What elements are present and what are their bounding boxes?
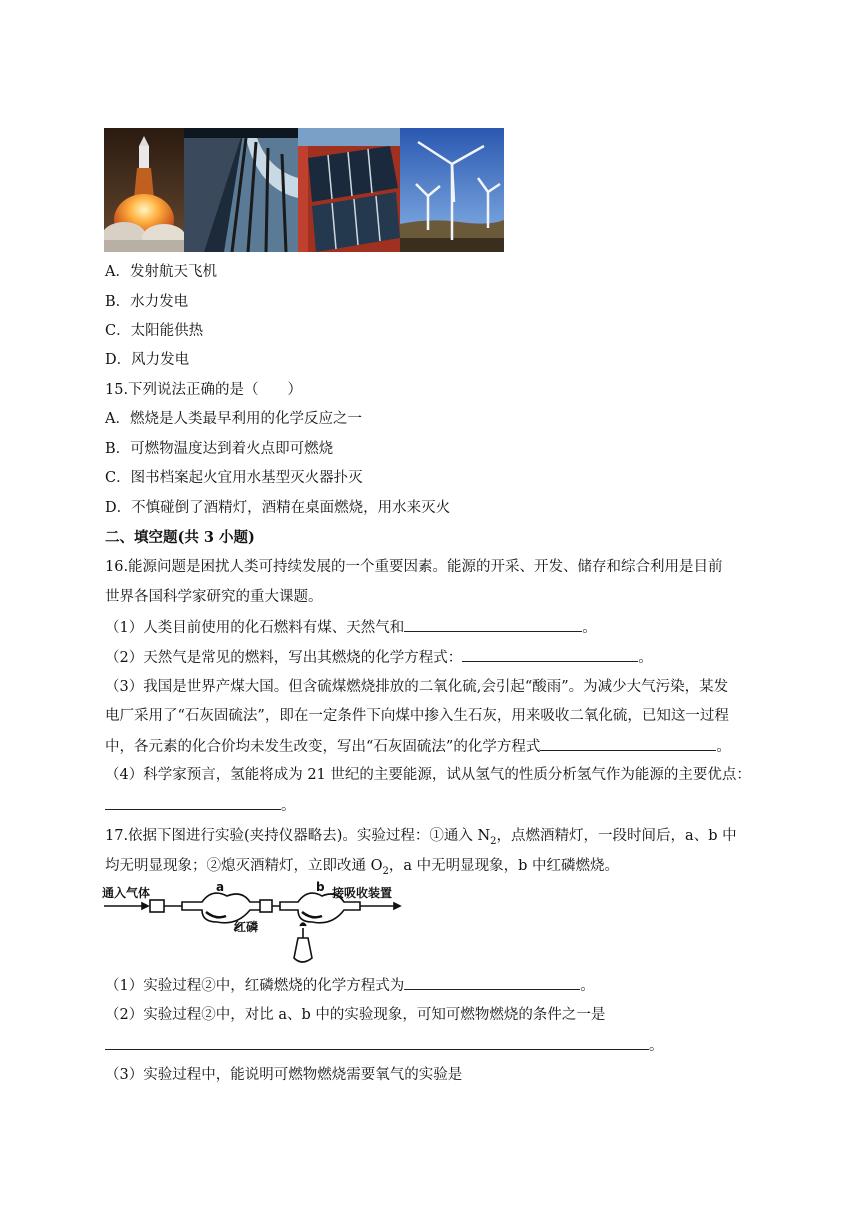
option-letter: A． bbox=[105, 264, 130, 280]
period: 。 bbox=[580, 978, 595, 994]
experiment-apparatus-figure bbox=[102, 878, 402, 970]
option-letter: D． bbox=[105, 500, 132, 516]
answer-blank[interactable] bbox=[462, 647, 638, 662]
option-letter: B． bbox=[105, 441, 131, 457]
q16-part2 bbox=[105, 647, 653, 668]
option-text: 发射航天飞机 bbox=[129, 264, 217, 280]
photo-hydropower-dam bbox=[184, 128, 298, 252]
question-15-stem: 15.下列说法正确的是（ ） bbox=[105, 382, 303, 398]
label-b: b bbox=[316, 880, 325, 894]
label-red-phosphorus: 红磷 bbox=[234, 920, 259, 934]
q16-part3-text: 中，各元素的化合价均未发生改变，写出“石灰固硫法”的化学方程式 bbox=[105, 739, 541, 755]
q16-part2-text: （2）天然气是常见的燃料，写出其燃烧的化学方程式： bbox=[105, 650, 463, 666]
answer-blank[interactable] bbox=[105, 1035, 649, 1050]
q16-part1-text: （1）人类目前使用的化石燃料有煤、天然气和 bbox=[105, 620, 405, 636]
q16-part1 bbox=[105, 617, 597, 638]
option-c[interactable] bbox=[105, 321, 203, 341]
q16-part3-line2: 电厂采用了“石灰固硫法”，即在一定条件下向煤中掺入生石灰，用来吸收二氧化硫，已知这一过程 bbox=[105, 708, 729, 724]
section-heading: 二、填空题(共 3 小题) bbox=[105, 529, 255, 546]
q16-part4-line2 bbox=[105, 795, 296, 816]
label-gas-inlet: 通入气体 bbox=[102, 886, 151, 900]
photo-space-shuttle-launch bbox=[104, 128, 184, 252]
option-letter: C． bbox=[105, 470, 131, 486]
q17-part3: （3）实验过程中，能说明可燃物燃烧需要氧气的实验是 bbox=[105, 1067, 463, 1083]
subscript: 2 bbox=[382, 865, 389, 877]
q17-text: 17.依据下图进行实验(夹持仪器略去)。实验过程：①通入 N bbox=[105, 828, 491, 844]
period: 。 bbox=[582, 620, 597, 636]
option-a[interactable] bbox=[105, 262, 217, 282]
q17-text: ，点燃酒精灯，一段时间后，a、b 中 bbox=[496, 828, 737, 844]
answer-blank[interactable] bbox=[404, 975, 580, 990]
period: 。 bbox=[716, 739, 731, 755]
q17-stem-line1 bbox=[105, 826, 737, 852]
option-text: 太阳能供热 bbox=[130, 323, 204, 339]
q17-part2: （2）实验过程②中，对比 a、b 中的实验现象，可知可燃物燃烧的条件之一是 bbox=[105, 1007, 606, 1023]
period: 。 bbox=[281, 798, 296, 814]
q15-option-d[interactable] bbox=[105, 498, 450, 518]
q16-stem-line2: 世界各国科学家研究的重大课题。 bbox=[105, 589, 323, 605]
q17-part1 bbox=[105, 975, 595, 996]
option-text: 燃烧是人类最早利用的化学反应之一 bbox=[129, 411, 362, 427]
answer-blank[interactable] bbox=[540, 736, 716, 751]
period: 。 bbox=[638, 650, 653, 666]
option-text: 风力发电 bbox=[131, 352, 190, 368]
period: 。 bbox=[649, 1038, 664, 1054]
q17-part1-text: （1）实验过程②中，红磷燃烧的化学方程式为 bbox=[105, 978, 405, 994]
option-photos bbox=[104, 128, 504, 252]
option-text: 水力发电 bbox=[130, 294, 189, 310]
q16-part3-line1: （3）我国是世界产煤大国。但含硫煤燃烧排放的二氧化硫,会引起“酸雨”。为减少大气污染，某发 bbox=[105, 679, 729, 695]
answer-blank[interactable] bbox=[105, 795, 281, 810]
q16-part4-line1: （4）科学家预言，氢能将成为 21 世纪的主要能源，试从氢气的性质分析氢气作为能源的主要优点： bbox=[105, 767, 751, 783]
q16-part3-line3 bbox=[105, 736, 731, 757]
q17-text: 均无明显现象；②熄灭酒精灯，立即改通 O bbox=[105, 858, 383, 874]
q17-text: ，a 中无明显现象，b 中红磷燃烧。 bbox=[388, 858, 620, 874]
label-a: a bbox=[216, 880, 225, 894]
answer-blank[interactable] bbox=[404, 617, 582, 632]
q17-part2-answer-line bbox=[105, 1035, 664, 1056]
option-text: 图书档案起火宜用水基型灭火器扑灭 bbox=[130, 470, 363, 486]
label-absorber: 接吸收装置 bbox=[332, 886, 393, 900]
option-letter: D． bbox=[105, 352, 132, 368]
photo-solar-water-heater bbox=[298, 128, 400, 252]
photo-wind-turbines bbox=[400, 128, 504, 252]
q15-option-b[interactable] bbox=[105, 439, 333, 459]
option-letter: C． bbox=[105, 323, 131, 339]
subscript: 2 bbox=[490, 835, 497, 847]
q15-option-c[interactable] bbox=[105, 468, 363, 488]
q16-stem-line1: 16.能源问题是困扰人类可持续发展的一个重要因素。能源的开采、开发、储存和综合利用是目前 bbox=[105, 559, 723, 575]
option-text: 可燃物温度达到着火点即可燃烧 bbox=[130, 441, 334, 457]
option-d[interactable] bbox=[105, 350, 189, 370]
q15-option-a[interactable] bbox=[105, 409, 362, 429]
option-text: 不慎碰倒了酒精灯，酒精在桌面燃烧，用水来灭火 bbox=[131, 500, 451, 516]
option-letter: A． bbox=[105, 411, 130, 427]
option-b[interactable] bbox=[105, 292, 188, 312]
option-letter: B． bbox=[105, 294, 131, 310]
